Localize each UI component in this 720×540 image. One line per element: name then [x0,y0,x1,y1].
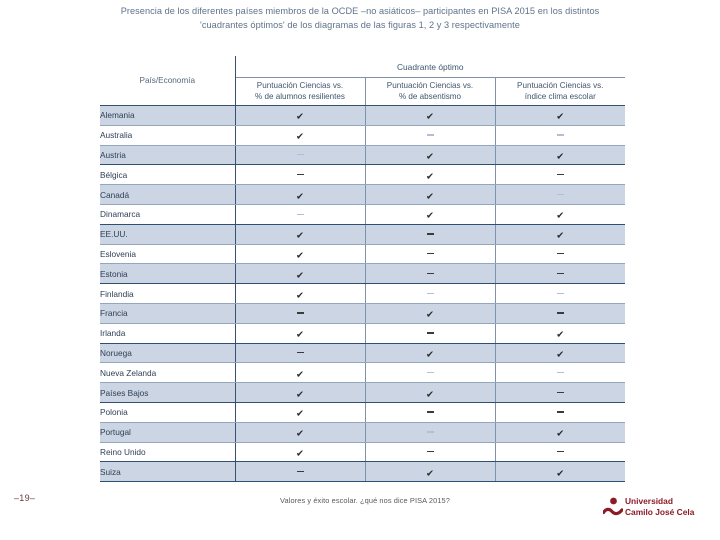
cell-check [365,165,495,185]
table-body [100,106,625,482]
check-icon: ✔ [426,210,434,222]
cell-check [235,363,365,383]
cell-check [495,323,625,343]
column-header-absenteeism [365,78,495,106]
table-row [100,442,625,462]
cell-dash [235,462,365,482]
university-logo [603,496,715,520]
country-name-cell: Australia [100,125,235,145]
cell-dash [235,165,365,185]
dash-icon [557,451,564,452]
cell-check [495,343,625,363]
cell-check [365,145,495,165]
country-name-cell: Alemania [100,106,235,126]
cell-check [235,244,365,264]
country-name-cell: Portugal [100,422,235,442]
cell-dash [495,264,625,284]
table-row [100,323,625,343]
dash-icon [297,312,304,313]
column-header-school-climate-line-1: Puntuación Ciencias vs. [517,81,604,90]
cell-dash [495,284,625,304]
cell-dash [495,383,625,403]
page-number: –19– [14,493,36,503]
check-icon: ✔ [296,230,304,242]
cell-dash [235,145,365,165]
cell-dash [365,402,495,422]
country-name-cell: Irlanda [100,323,235,343]
dash-icon [297,174,304,175]
cell-check [235,224,365,244]
check-icon: ✔ [296,369,304,381]
cell-check [235,106,365,126]
dash-icon [557,194,564,195]
dash-icon [297,352,304,353]
cell-check [235,402,365,422]
column-header-absenteeism-line-1: Puntuación Ciencias vs. [386,81,474,90]
dash-icon [427,253,434,254]
table-row [100,244,625,264]
dash-icon [557,253,564,254]
country-name-cell: Países Bajos [100,383,235,403]
cell-check [495,224,625,244]
table-row [100,224,625,244]
column-header-school-climate [495,78,625,106]
check-icon: ✔ [556,230,565,242]
cell-check [235,284,365,304]
country-name-cell: Bélgica [100,165,235,185]
dash-icon [427,332,434,333]
country-name-cell: Nueva Zelanda [100,363,235,383]
check-icon: ✔ [296,290,304,302]
column-header-absenteeism-line-2: % de absentismo [398,91,462,101]
table-row [100,343,625,363]
check-icon: ✔ [556,111,565,123]
check-icon: ✔ [556,349,565,361]
table-row [100,125,625,145]
check-icon: ✔ [296,111,304,123]
country-name-cell: EE.UU. [100,224,235,244]
cell-check [365,303,495,323]
cell-check [495,106,625,126]
check-icon: ✔ [426,171,434,183]
cell-dash [365,363,495,383]
cell-check [235,185,365,205]
country-name-cell: Dinamarca [100,204,235,224]
cell-check [495,145,625,165]
check-icon: ✔ [556,151,565,163]
cell-dash [495,442,625,462]
cell-dash [495,125,625,145]
column-header-school-climate-line-2: índice clima escolar [524,91,596,101]
cell-check [235,383,365,403]
cell-dash [495,185,625,205]
country-name-cell: Suiza [100,462,235,482]
cell-dash [235,343,365,363]
cell-dash [235,204,365,224]
table-row [100,284,625,304]
dash-icon [427,233,434,234]
cell-check [235,264,365,284]
cell-dash [235,303,365,323]
cell-dash [365,224,495,244]
cell-dash [365,442,495,462]
logo-mark-icon [603,496,623,518]
cell-dash [495,402,625,422]
university-logo-line-1: Universidad [625,496,673,506]
country-name-cell: Finlandia [100,284,235,304]
column-header-resilient-students-line-1: Puntuación Ciencias vs. [256,81,344,90]
check-icon: ✔ [296,428,304,440]
country-name-cell: Eslovenia [100,244,235,264]
cell-check [235,422,365,442]
dash-icon [427,293,434,294]
table-row [100,402,625,422]
dash-icon [557,134,564,135]
check-icon: ✔ [296,131,304,143]
slide-title-line-2: 'cuadrantes óptimos' de los diagramas de las figuras 1, 2 y 3 respectivamente [200,20,520,30]
column-header-resilient-students-line-2: % de alumnos resilientes [255,91,345,101]
table-row [100,185,625,205]
check-icon: ✔ [296,270,304,282]
quadrant-presence-table [100,56,625,482]
dash-icon [557,392,564,393]
check-icon: ✔ [426,191,434,203]
table-header [100,56,625,106]
cell-check [365,106,495,126]
country-name-cell: Polonia [100,402,235,422]
cell-check [235,323,365,343]
dash-icon [557,273,564,274]
country-name-cell: Estonia [100,264,235,284]
university-logo-text [625,496,694,517]
table-row [100,106,625,126]
dash-icon [557,174,564,175]
check-icon: ✔ [296,389,304,401]
check-icon: ✔ [426,309,434,321]
dash-icon [297,154,304,155]
table-row [100,165,625,185]
cell-dash [495,165,625,185]
check-icon: ✔ [426,349,434,361]
cell-check [235,442,365,462]
check-icon: ✔ [556,329,565,341]
table-row [100,264,625,284]
cell-dash [495,244,625,264]
cell-check [365,462,495,482]
check-icon: ✔ [426,468,434,480]
cell-dash [495,303,625,323]
slide-title-line-1: Presencia de los diferentes países miembros de la OCDE –no asiáticos– participantes en PISA 2015 en los distintos [120,6,600,16]
cell-dash [365,125,495,145]
dash-icon [297,471,304,472]
cell-dash [365,264,495,284]
dash-icon [427,411,434,412]
cell-dash [365,323,495,343]
table-row [100,145,625,165]
university-logo-line-2: Camilo José Cela [625,506,695,517]
dash-icon [557,411,564,412]
dash-icon [427,372,434,373]
cell-dash [365,284,495,304]
country-name-cell: Austria [100,145,235,165]
table-row [100,462,625,482]
cell-check [365,185,495,205]
cell-check [365,204,495,224]
dash-icon [427,431,434,432]
cell-dash [365,244,495,264]
table-row [100,303,625,323]
dash-icon [427,273,434,274]
country-name-cell: Reino Unido [100,442,235,462]
dash-icon [557,372,564,373]
check-icon: ✔ [426,151,434,163]
table-row [100,363,625,383]
dash-icon [297,214,304,215]
dash-icon [557,312,564,313]
check-icon: ✔ [296,448,304,460]
cell-check [495,462,625,482]
column-group-header-quadrant: Cuadrante óptimo [235,56,625,78]
check-icon: ✔ [426,389,434,401]
cell-check [495,422,625,442]
check-icon: ✔ [296,329,304,341]
dash-icon [427,451,434,452]
cell-check [365,383,495,403]
check-icon: ✔ [556,210,565,222]
footer-caption: Valores y éxito escolar. ¿qué nos dice PISA 2015? [280,496,450,505]
check-icon: ✔ [296,191,304,203]
dash-icon [557,293,564,294]
country-name-cell: Noruega [100,343,235,363]
column-header-resilient-students [235,78,365,106]
check-icon: ✔ [426,111,434,123]
slide-title [96,4,624,32]
check-icon: ✔ [296,408,304,420]
dash-icon [427,134,434,135]
table-row [100,422,625,442]
table-row [100,383,625,403]
check-icon: ✔ [296,250,304,262]
cell-check [365,343,495,363]
column-header-country: País/Economía [100,56,235,106]
cell-check [495,204,625,224]
check-icon: ✔ [556,468,565,480]
cell-dash [365,422,495,442]
country-name-cell: Francia [100,303,235,323]
cell-check [235,125,365,145]
table-row [100,204,625,224]
cell-dash [495,363,625,383]
check-icon: ✔ [556,428,565,440]
country-name-cell: Canadá [100,185,235,205]
